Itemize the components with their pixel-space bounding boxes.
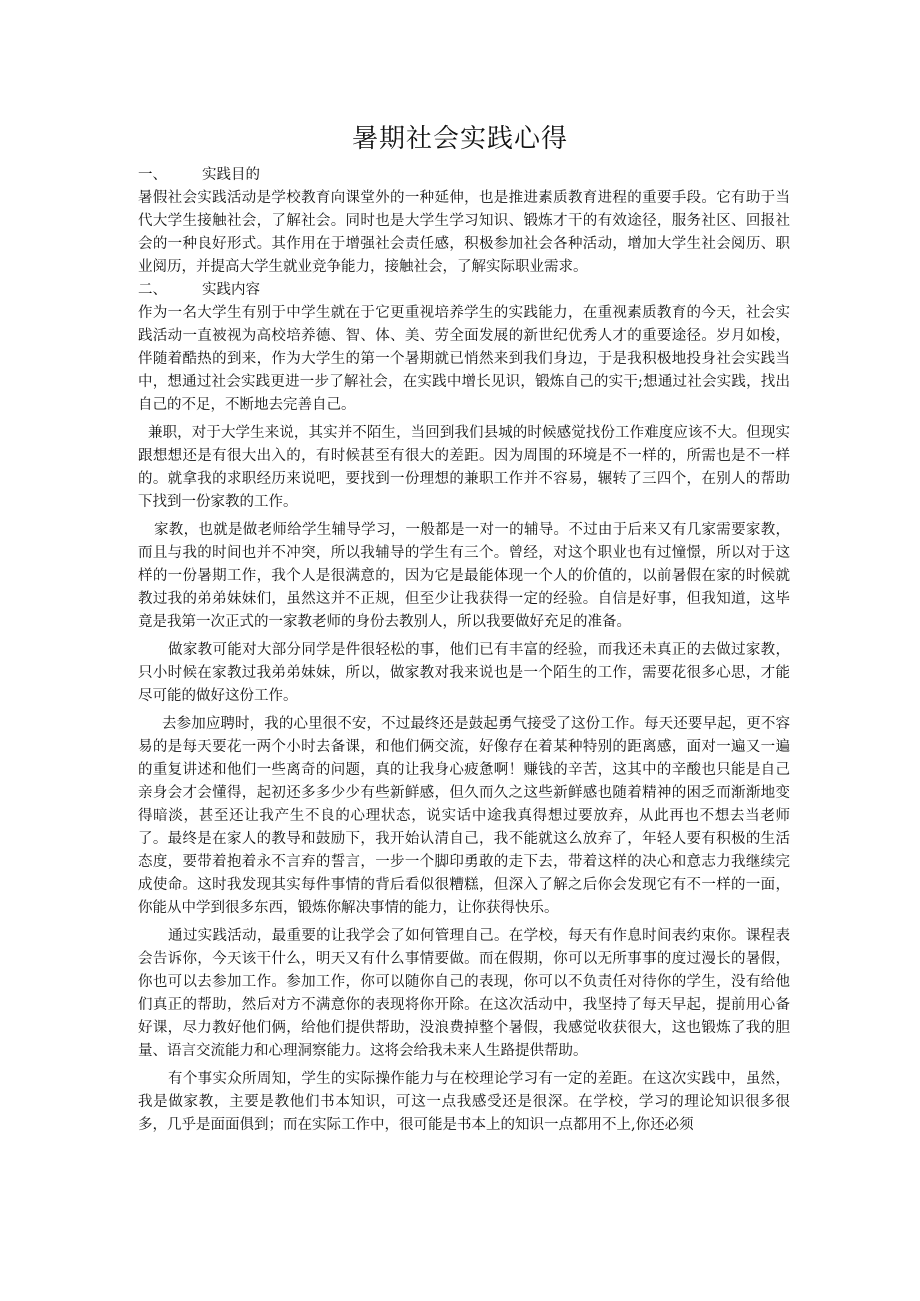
section-title: 实践目的	[202, 167, 260, 183]
paragraph-content-intro: 作为一名大学生有别于中学生就在于它更重视培养学生的实践能力，在重视素质教育的今天，社会实践活动一直被视为高校培养德、智、体、美、劳全面发展的新世纪优秀人才的重要途径。岁月如梭，伴随着酷热的到来，作为大学生的第一个暑期就已悄然来到我们身边，于是我积极地投身社会实践当中，想通过社会实践更进一步了解社会，在实践中增长见识，锻炼自己的实干;想通过社会实践，找出自己的不足，不断地去完善自己。	[138, 305, 790, 413]
section-number: 一、	[138, 167, 167, 183]
paragraph-first-tutoring: 做家教可能对大部分同学是件很轻松的事，他们已有丰富的经验，而我还未真正的去做过家教，只小时候在家教过我弟弟妹妹，所以，做家教对我来说也是一个陌生的工作，需要花很多心思，才能尽可能的做好这份工作。	[138, 642, 790, 704]
document-body	[138, 164, 790, 1137]
section-title: 实践内容	[202, 282, 260, 298]
paragraph-theory-practice: 有个事实众所周知，学生的实际操作能力与在校理论学习有一定的差距。在这次实践中，虽然，我是做家教，主要是教他们书本知识，可这一点我感受还是很深。在学校，学习的理论知识很多很多，几乎是面面俱到；而在实际工作中，很可能是书本上的知识一点都用不上,你还必须	[138, 1071, 790, 1133]
paragraph-tutoring: 家教，也就是做老师给学生辅导学习，一般都是一对一的辅导。不过由于后来又有几家需要家教，而且与我的时间也并不冲突，所以我辅导的学生有三个。曾经，对这个职业也有过憧憬，所以对于这样的一份暑期工作，我个人是很满意的，因为它是最能体现一个人的价值的，以前暑假在家的时候就教过我的弟弟妹妹们，虽然这并不正规，但至少让我获得一定的经验。自信是好事，但我知道，这毕竟是我第一次正式的一家教老师的身份去教别人，所以我要做好充足的准备。	[138, 522, 790, 630]
paragraph-part-time: 兼职，对于大学生来说，其实并不陌生，当回到我们县城的时候感觉找份工作难度应该不大。但现实跟想想还是有很大出入的，有时候甚至有很大的差距。因为周围的环境是不一样的，所需也是不一样的。就拿我的求职经历来说吧，要找到一份理想的兼职工作并不容易，辗转了三四个，在别人的帮助下找到一份家教的工作。	[138, 425, 790, 510]
section-number: 二、	[138, 282, 167, 298]
section-heading-content	[138, 279, 790, 302]
paragraph-purpose: 暑假社会实践活动是学校教育向课堂外的一种延伸，也是推进素质教育进程的重要手段。它有助于当代大学生接触社会，了解社会。同时也是大学生学习知识、锻炼才干的有效途径，服务社区、回报社会的一种良好形式。其作用在于增强社会责任感，积极参加社会各种活动，增加大学生社会阅历、职业阅历，并提高大学生就业竞争能力，接触社会，了解实际职业需求。	[138, 190, 790, 275]
page-title: 暑期社会实践心得	[351, 124, 568, 154]
paragraph-self-management: 通过实践活动，最重要的让我学会了如何管理自己。在学校，每天有作息时间表约束你。课程表会告诉你，今天该干什么，明天又有什么事情要做。而在假期，你可以无所事事的度过漫长的暑假，你也可以去参加工作。参加工作，你可以随你自己的表现，你可以不负责任对待你的学生，没有给他们真正的帮助，然后对方不满意你的表现将你开除。在这次活动中，我坚持了每天早起，提前用心备好课，尽力教好他们俩，给他们提供帮助，没浪费掉整个暑假，我感觉收获很大，这也锻炼了我的胆量、语言交流能力和心理洞察能力。这将会给我未来人生路提供帮助。	[138, 928, 790, 1059]
section-heading-purpose	[138, 164, 790, 187]
paragraph-interview: 去参加应聘时，我的心里很不安，不过最终还是鼓起勇气接受了这份工作。每天还要早起，更不容易的是每天要花一两个小时去备课，和他们俩交流，好像存在着某种特别的距离感，面对一遍又一遍的重复讲述和他们一些离奇的问题，真的让我身心疲惫啊！赚钱的辛苦，这其中的辛酸也只能是自己亲身会才会懂得，起初还多多少少有些新鲜感，但久而久之这些新鲜感也随着精神的困乏而渐渐地变得暗淡，甚至还让我产生不良的心理状态，说实话中途我真得想过要放弃，从此再也不想去当老师了。最终是在家人的教导和鼓励下，我开始认清自己，我不能就这么放弃了，年轻人要有积极的生活态度，要带着抱着永不言弃的誓言，一步一个脚印勇敢的走下去，带着这样的决心和意志力我继续完成使命。这时我发现其实每件事情的背后看似很糟糕，但深入了解之后你会发现它有不一样的一面，你能从中学到很多东西，锻炼你解决事情的能力，让你获得快乐。	[138, 716, 790, 916]
